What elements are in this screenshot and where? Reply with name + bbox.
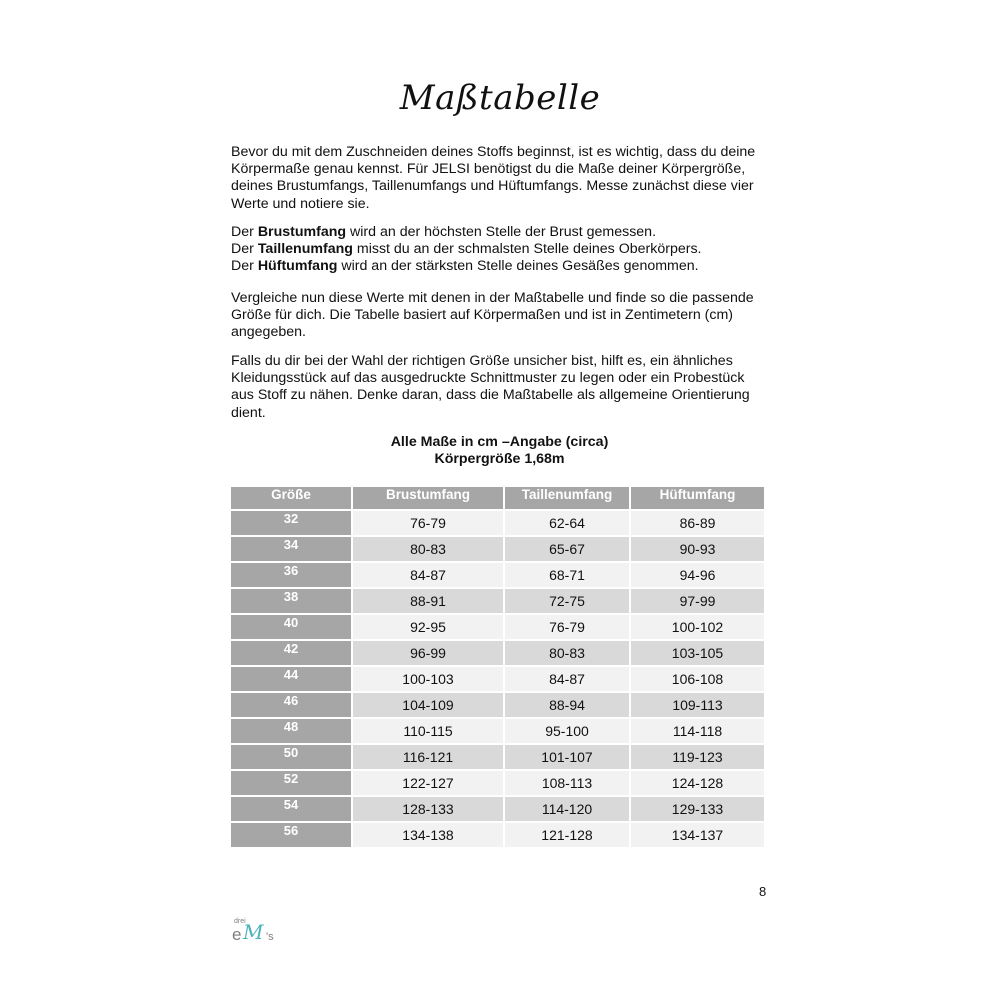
cell-waist: 76-79: [505, 615, 629, 639]
logo-text-s: 's: [266, 931, 274, 943]
advice-paragraph: [231, 353, 771, 422]
cell-bust: 100-103: [353, 667, 503, 691]
page-number: 8: [759, 884, 767, 899]
table-row: [231, 693, 764, 717]
table-row: [231, 615, 764, 639]
cell-bust: 84-87: [353, 563, 503, 587]
definition-waist: Der Taillenumfang misst du an der schmalsten Stelle deines Oberkörpers.: [231, 241, 702, 258]
cell-hip: 86-89: [631, 511, 764, 535]
table-row: [231, 719, 764, 743]
cell-size: 34: [231, 537, 351, 561]
table-caption: [231, 434, 768, 468]
cell-waist: 121-128: [505, 823, 629, 847]
cell-hip: 90-93: [631, 537, 764, 561]
size-table: [229, 485, 766, 849]
cell-waist: 95-100: [505, 719, 629, 743]
cell-size: 36: [231, 563, 351, 587]
cell-size: 40: [231, 615, 351, 639]
logo-text-small: drei: [234, 918, 246, 925]
cell-bust: 76-79: [353, 511, 503, 535]
cell-hip: 134-137: [631, 823, 764, 847]
cell-hip: 97-99: [631, 589, 764, 613]
cell-hip: 119-123: [631, 745, 764, 769]
cell-waist: 108-113: [505, 771, 629, 795]
cell-size: 46: [231, 693, 351, 717]
cell-size: 56: [231, 823, 351, 847]
table-header-row: [231, 487, 764, 509]
table-row: [231, 537, 764, 561]
advice-text: Falls du dir bei der Wahl der richtigen Größe unsicher bist, hilft es, ein ähnliches Kleidungsstück auf das ausgedruckte Schnittmuster zu legen oder ein Probestück aus Stoff zu nähen. Denke daran, dass die Maßtabelle als allgemeine Orientierung dient.: [231, 353, 750, 421]
table-row: [231, 667, 764, 691]
header-waist: Taillenumfang: [505, 487, 629, 509]
intro-paragraph: [231, 144, 771, 213]
table-row: [231, 511, 764, 535]
measurement-definitions: [231, 224, 771, 276]
cell-waist: 80-83: [505, 641, 629, 665]
cell-waist: 101-107: [505, 745, 629, 769]
page-title: Maßtabelle: [399, 78, 601, 118]
cell-size: 48: [231, 719, 351, 743]
header-bust: Brustumfang: [353, 487, 503, 509]
logo: [232, 914, 292, 944]
logo-text-m: M: [243, 920, 264, 944]
cell-waist: 62-64: [505, 511, 629, 535]
cell-hip: 109-113: [631, 693, 764, 717]
cell-size: 38: [231, 589, 351, 613]
cell-bust: 128-133: [353, 797, 503, 821]
cell-size: 52: [231, 771, 351, 795]
cell-hip: 114-118: [631, 719, 764, 743]
cell-bust: 104-109: [353, 693, 503, 717]
table-row: [231, 771, 764, 795]
cell-bust: 88-91: [353, 589, 503, 613]
table-row: [231, 797, 764, 821]
table-caption-line1: Alle Maße in cm –Angabe (circa): [390, 434, 609, 450]
cell-bust: 92-95: [353, 615, 503, 639]
table-row: [231, 589, 764, 613]
header-hip: Hüftumfang: [631, 487, 764, 509]
cell-hip: 103-105: [631, 641, 764, 665]
cell-waist: 68-71: [505, 563, 629, 587]
table-caption-line2: Körpergröße 1,68m: [434, 451, 565, 467]
cell-waist: 114-120: [505, 797, 629, 821]
cell-size: 50: [231, 745, 351, 769]
table-row: [231, 563, 764, 587]
cell-hip: 124-128: [631, 771, 764, 795]
cell-size: 44: [231, 667, 351, 691]
cell-bust: 116-121: [353, 745, 503, 769]
cell-hip: 106-108: [631, 667, 764, 691]
cell-bust: 110-115: [353, 719, 503, 743]
logo-text-e: e: [232, 925, 242, 944]
table-row: [231, 745, 764, 769]
compare-text: Vergleiche nun diese Werte mit denen in der Maßtabelle und finde so die passende Größe für dich. Die Tabelle basiert auf Körpermaßen und ist in Zentimetern (cm) angegeben.: [231, 290, 754, 341]
cell-bust: 96-99: [353, 641, 503, 665]
definition-hip: Der Hüftumfang wird an der stärksten Stelle deines Gesäßes genommen.: [231, 258, 699, 275]
cell-hip: 94-96: [631, 563, 764, 587]
cell-size: 32: [231, 511, 351, 535]
definition-bust: Der Brustumfang wird an der höchsten Stelle der Brust gemessen.: [231, 224, 657, 240]
cell-size: 54: [231, 797, 351, 821]
cell-hip: 100-102: [631, 615, 764, 639]
cell-size: 42: [231, 641, 351, 665]
intro-text: Bevor du mit dem Zuschneiden deines Stoffs beginnst, ist es wichtig, dass du deine Körpermaße genau kennst. Für JELSI benötigst du die Maße deiner Körpergröße, deines Brustumfangs, Taillenumfangs und Hüftumfangs. Messe zunächst diese vier Werte und notiere sie.: [231, 144, 756, 212]
table-row: [231, 823, 764, 847]
cell-bust: 122-127: [353, 771, 503, 795]
table-body: [231, 511, 764, 847]
cell-waist: 84-87: [505, 667, 629, 691]
header-size: Größe: [231, 487, 351, 509]
cell-waist: 72-75: [505, 589, 629, 613]
cell-hip: 129-133: [631, 797, 764, 821]
cell-waist: 65-67: [505, 537, 629, 561]
compare-paragraph: [231, 290, 771, 342]
cell-bust: 80-83: [353, 537, 503, 561]
cell-waist: 88-94: [505, 693, 629, 717]
cell-bust: 134-138: [353, 823, 503, 847]
table-row: [231, 641, 764, 665]
